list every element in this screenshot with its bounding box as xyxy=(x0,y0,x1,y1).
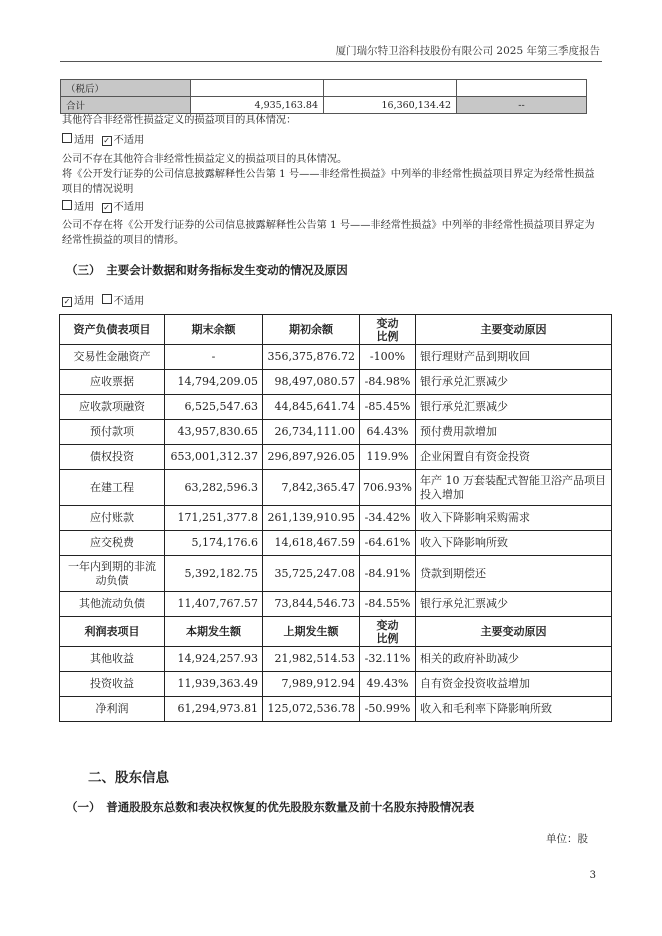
option-not-applicable: 不适用 xyxy=(113,135,145,146)
section-heading-changes: （三） 主要会计数据和财务指标发生变动的情况及原因 xyxy=(66,263,348,277)
row-label-after-tax: （税后） xyxy=(61,80,191,97)
column-header: 主要变动原因 xyxy=(415,617,611,647)
amount-cell: 125,072,536.78 xyxy=(263,697,360,722)
amount-cell: 7,842,365.47 xyxy=(263,470,360,506)
amount-cell: 61,294,973.81 xyxy=(165,697,263,722)
reason-cell: 银行承兑汇票减少 xyxy=(415,395,611,420)
amount-cell: 14,794,209.05 xyxy=(165,370,263,395)
column-header: 主要变动原因 xyxy=(415,315,611,345)
amount-cell: 73,844,546.73 xyxy=(263,592,360,617)
cell-empty xyxy=(191,80,324,97)
reason-cell: 银行承兑汇票减少 xyxy=(415,592,611,617)
reason-cell: 预付费用款增加 xyxy=(415,420,611,445)
paragraph-no-other-items: 公司不存在其他符合非经常性损益定义的损益项目的具体情况。 xyxy=(62,154,348,165)
financial-changes-table xyxy=(59,314,612,722)
table-row xyxy=(60,345,612,370)
table-header-row xyxy=(60,315,612,345)
table-row xyxy=(60,592,612,617)
item-name-cell: 交易性金融资产 xyxy=(60,345,165,370)
table-row xyxy=(60,697,612,722)
table-row xyxy=(60,470,612,506)
item-name-cell: 应交税费 xyxy=(60,531,165,556)
item-name-cell: 应付账款 xyxy=(60,506,165,531)
item-name-cell: 其他收益 xyxy=(60,647,165,672)
table-row xyxy=(60,420,612,445)
reason-cell: 自有资金投资收益增加 xyxy=(415,672,611,697)
amount-cell: 44,845,641.74 xyxy=(263,395,360,420)
amount-cell: 14,618,467.59 xyxy=(263,531,360,556)
item-name-cell: 投资收益 xyxy=(60,672,165,697)
reason-cell: 收入和毛利率下降影响所致 xyxy=(415,697,611,722)
cell-empty xyxy=(324,80,457,97)
option-not-applicable: 不适用 xyxy=(113,296,145,307)
item-name-cell: 应收票据 xyxy=(60,370,165,395)
table-row xyxy=(60,445,612,470)
column-header: 期末余额 xyxy=(165,315,263,345)
table-row xyxy=(60,506,612,531)
column-header: 资产负债表项目 xyxy=(60,315,165,345)
reason-cell: 银行承兑汇票减少 xyxy=(415,370,611,395)
amount-cell: 63,282,596.3 xyxy=(165,470,263,506)
change-ratio-cell: -84.91% xyxy=(360,556,416,592)
table-row xyxy=(60,647,612,672)
option-applicable: 适用 xyxy=(74,296,95,307)
table-header-row xyxy=(60,617,612,647)
amount-cell: 356,375,876.72 xyxy=(263,345,360,370)
amount-cell: 6,525,547.63 xyxy=(165,395,263,420)
option-not-applicable: 不适用 xyxy=(113,202,145,213)
amount-cell: 261,139,910.95 xyxy=(263,506,360,531)
change-ratio-cell: 64.43% xyxy=(360,420,416,445)
amount-cell: 5,392,182.75 xyxy=(165,556,263,592)
amount-cell: 21,982,514.53 xyxy=(263,647,360,672)
table-row xyxy=(60,531,612,556)
checkbox-checked-icon: ✓ xyxy=(103,136,110,145)
checkbox-checked-icon: ✓ xyxy=(63,297,71,306)
paragraph-other-items: 其他符合非经常性损益定义的损益项目的具体情况： xyxy=(62,115,297,126)
page-number: 3 xyxy=(589,870,596,881)
checkbox-unchecked-icon xyxy=(102,294,112,304)
paragraph-reclassification: 将《公开发行证券的公司信息披露解释性公告第 1 号——非经常性损益》中列举的非经常性损益项目界定为经常性损益项目的情况说明 xyxy=(62,169,595,195)
change-ratio-cell: -50.99% xyxy=(360,697,416,722)
running-header: 厦门瑞尔特卫浴科技股份有限公司 2025 年第三季度报告 xyxy=(335,45,600,57)
item-name-cell: 债权投资 xyxy=(60,445,165,470)
amount-cell: 98,497,080.57 xyxy=(263,370,360,395)
total-current-period: 4,935,163.84 xyxy=(191,97,324,114)
checkbox-group-3 xyxy=(62,294,144,309)
total-year-to-date: 16,360,134.42 xyxy=(324,97,457,114)
item-name-cell: 净利润 xyxy=(60,697,165,722)
reason-cell: 银行理财产品到期收回 xyxy=(415,345,611,370)
reason-cell: 企业闲置自有资金投资 xyxy=(415,445,611,470)
reason-cell: 年产 10 万套装配式智能卫浴产品项目投入增加 xyxy=(415,470,611,506)
amount-cell: 35,725,247.08 xyxy=(263,556,360,592)
amount-cell: 296,897,926.05 xyxy=(263,445,360,470)
change-ratio-cell: -34.42% xyxy=(360,506,416,531)
column-header: 上期发生额 xyxy=(263,617,360,647)
reason-cell: 收入下降影响采购需求 xyxy=(415,506,611,531)
amount-cell: 5,174,176.6 xyxy=(165,531,263,556)
column-header: 变动 比例 xyxy=(360,315,416,345)
item-name-cell: 一年内到期的非流动负债 xyxy=(60,556,165,592)
unit-label: 单位：股 xyxy=(546,833,588,845)
reason-cell: 收入下降影响所致 xyxy=(415,531,611,556)
amount-cell: 43,957,830.65 xyxy=(165,420,263,445)
change-ratio-cell: -84.98% xyxy=(360,370,416,395)
change-ratio-cell: -100% xyxy=(360,345,416,370)
amount-cell: 653,001,312.37 xyxy=(165,445,263,470)
header-divider xyxy=(60,61,602,62)
table-row xyxy=(60,672,612,697)
option-applicable: 适用 xyxy=(74,135,95,146)
reason-cell: 贷款到期偿还 xyxy=(415,556,611,592)
change-ratio-cell: 49.43% xyxy=(360,672,416,697)
amount-cell: 26,734,111.00 xyxy=(263,420,360,445)
change-ratio-cell: 119.9% xyxy=(360,445,416,470)
item-name-cell: 其他流动负债 xyxy=(60,592,165,617)
item-name-cell: 应收款项融资 xyxy=(60,395,165,420)
checkbox-unchecked-icon xyxy=(62,200,72,210)
amount-cell: 11,939,363.49 xyxy=(165,672,263,697)
item-name-cell: 预付款项 xyxy=(60,420,165,445)
nonrecurring-table-tail xyxy=(60,79,587,114)
amount-cell: 14,924,257.93 xyxy=(165,647,263,672)
column-header: 期初余额 xyxy=(263,315,360,345)
table-row xyxy=(60,395,612,420)
amount-cell: 171,251,377.8 xyxy=(165,506,263,531)
cell-empty xyxy=(457,80,587,97)
column-header: 利润表项目 xyxy=(60,617,165,647)
checkbox-group-1 xyxy=(62,133,144,148)
column-header: 变动 比例 xyxy=(360,617,416,647)
item-name-cell: 在建工程 xyxy=(60,470,165,506)
total-note: -- xyxy=(457,97,587,114)
checkbox-checked-icon: ✓ xyxy=(103,203,110,212)
table-row xyxy=(60,370,612,395)
change-ratio-cell: 706.93% xyxy=(360,470,416,506)
row-label-total: 合计 xyxy=(61,97,191,114)
table-row xyxy=(60,556,612,592)
change-ratio-cell: -85.45% xyxy=(360,395,416,420)
amount-cell: 7,989,912.94 xyxy=(263,672,360,697)
paragraph-no-reclassification: 公司不存在将《公开发行证券的公司信息披露解释性公告第 1 号——非经常性损益》中列举的非经常性损益项目界定为经常性损益的项目的情形。 xyxy=(62,220,595,246)
change-ratio-cell: -84.55% xyxy=(360,592,416,617)
reason-cell: 相关的政府补助减少 xyxy=(415,647,611,672)
amount-cell: 11,407,767.57 xyxy=(165,592,263,617)
checkbox-group-2 xyxy=(62,200,144,215)
change-ratio-cell: -64.61% xyxy=(360,531,416,556)
change-ratio-cell: -32.11% xyxy=(360,647,416,672)
subsection-heading-shareholders: （一） 普通股股东总数和表决权恢复的优先股股东数量及前十名股东持股情况表 xyxy=(66,800,475,814)
amount-cell: - xyxy=(165,345,263,370)
section-heading-shareholders: 二、股东信息 xyxy=(88,770,169,786)
column-header: 本期发生额 xyxy=(165,617,263,647)
option-applicable: 适用 xyxy=(74,202,95,213)
checkbox-unchecked-icon xyxy=(62,133,72,143)
